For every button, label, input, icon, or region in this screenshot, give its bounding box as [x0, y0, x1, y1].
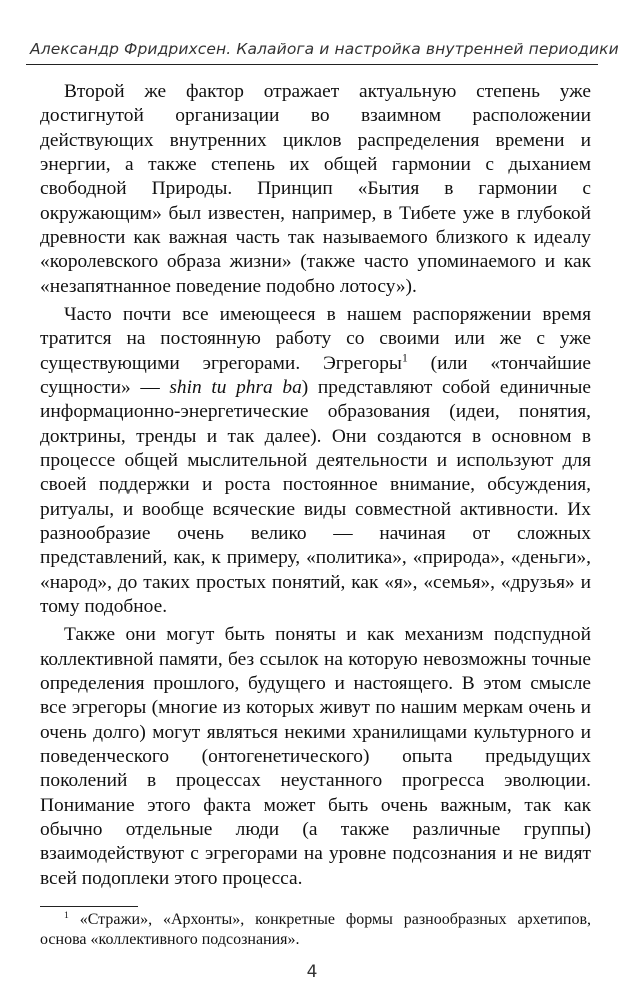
footnote-mark: 1	[64, 909, 69, 921]
footnote-reference[interactable]: 1	[401, 351, 408, 365]
header-divider	[26, 64, 598, 65]
tibetan-term: shin tu phra ba	[169, 376, 302, 398]
footnote-text: «Стражи», «Архонты», конкретные формы разнообразных архетипов, основа «коллективного подсознания».	[40, 911, 591, 948]
page-number: 4	[306, 962, 318, 982]
main-text	[40, 80, 591, 891]
paragraph-2-part-1: Часто почти все имеющееся в нашем распоряжении время тратится на постоянную работу со своими или же с уже существующими эгрегорами. Эгрегоры	[40, 303, 591, 374]
paragraph-2	[40, 303, 591, 619]
paragraph-3: Также они могут быть поняты и как механизм подспудной коллективной памяти, без ссылок на которую невозможны точные определения прошлого, будущего и настоящего. В этом смысле все эгрегоры (многие из которых живут по нашим меркам очень и очень долго) могут являться некими хранилищами культурного и поведенческого (онтогенетического) опыта предыдущих поколений в процессах неустанного прогресса эволюции. Понимание этого факта может быть очень важным, так как обычно отдельные люди (а также различные группы) взаимодействуют с эгрегорами на уровне подсознания и не видят всей подоплеки этого процесса.	[40, 624, 591, 889]
paragraph-2-part-3: ) представляют собой единичные информационно-энергетические образования (идеи, понятия, доктрины, тренды и так далее). Они создаются в основном в процессе общей мыслительной деятельности и используют для своей поддержки и роста постоянное внимание, обсуждения, ритуалы, и вообще всяческие виды совместной активности. Их разнообразие очень велико — начиная от сложных представлений, как, к примеру, «политика», «природа», «деньги», «народ», до таких простых понятий, как «я», «семья», «друзья» и тому подобное.	[40, 376, 591, 617]
footnote-divider	[40, 906, 138, 907]
paragraph-1: Второй же фактор отражает актуальную степень уже достигнутой организации во взаимном расположении действующих внутренних циклов распределения времени и энергии, а также степень их общей гармонии с дыханием свободной Природы. Принцип «Бытия в гармонии с окружающим» был известен, например, в Тибете уже в глубокой древности как важная часть так называемого близкого к идеалу «королевского образа жизни» (также часто упоминаемого и как «незапятнанное поведение подобно лотосу»).	[40, 81, 591, 297]
paragraph-2-part-2: (или «тончайшие сущности» —	[40, 352, 591, 398]
running-header: Александр Фридрихсен. Калайога и настройка внутренней периодики	[30, 40, 619, 58]
footnote	[40, 910, 591, 950]
